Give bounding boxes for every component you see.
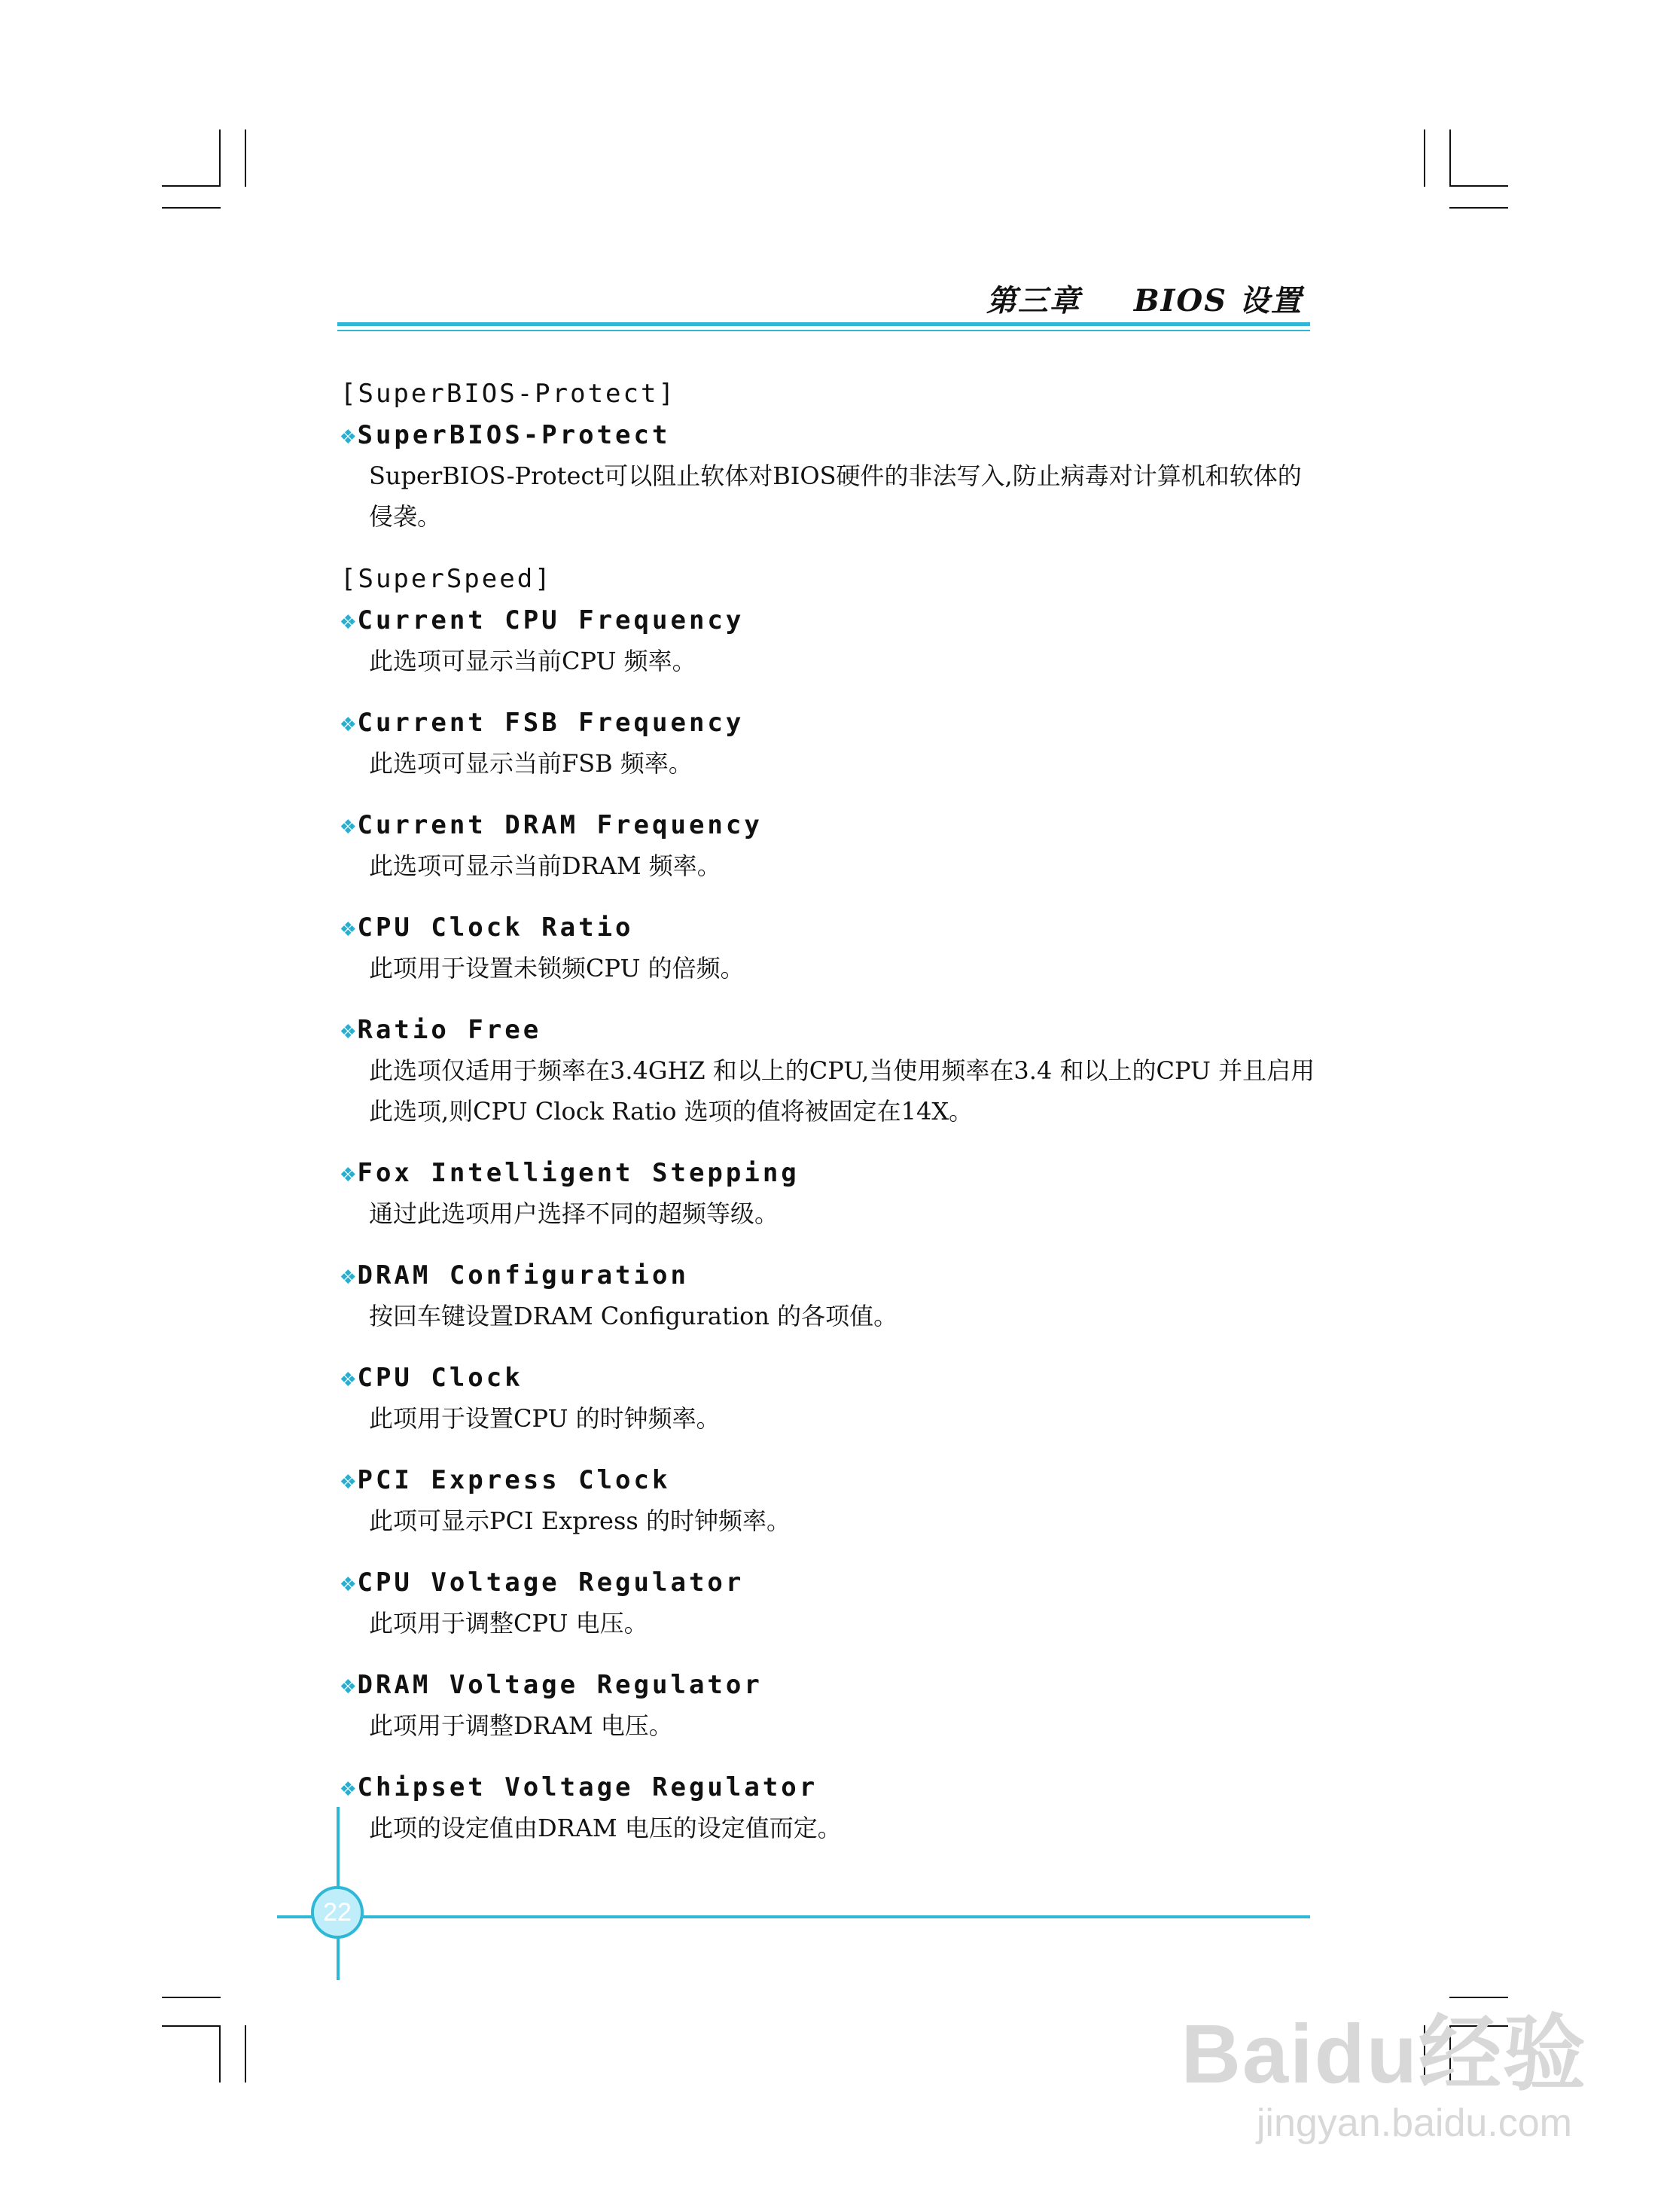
page-number: 22 bbox=[311, 1886, 364, 1939]
option-item bbox=[340, 600, 1319, 681]
diamond-bullet-icon: ❖ bbox=[340, 1465, 356, 1495]
crop-mark bbox=[1424, 129, 1425, 187]
option-description: 通过此选项用户选择不同的超频等级。 bbox=[369, 1199, 779, 1228]
option-item bbox=[340, 1460, 1319, 1541]
option-description: SuperBIOS-Protect可以阻止软体对BIOS硬件的非法写入,防止病毒对计算机和软体的侵袭。 bbox=[369, 462, 1302, 531]
diamond-bullet-icon: ❖ bbox=[340, 913, 356, 943]
option-title: ❖Chipset Voltage Regulator bbox=[340, 1772, 818, 1802]
crop-mark bbox=[1449, 185, 1508, 187]
option-item bbox=[340, 1357, 1319, 1439]
option-title: ❖Current FSB Frequency bbox=[340, 708, 745, 738]
option-title: ❖SuperBIOS-Protect bbox=[340, 420, 671, 450]
option-title: ❖CPU Clock Ratio bbox=[340, 913, 634, 943]
option-description: 此选项仅适用于频率在3.4GHZ 和以上的CPU,当使用频率在3.4 和以上的CPU 并且启用此选项,则CPU Clock Ratio 选项的值将被固定在14X。 bbox=[369, 1056, 1315, 1126]
option-title: ❖DRAM Voltage Regulator bbox=[340, 1670, 763, 1700]
option-description: 此项的设定值由DRAM 电压的设定值而定。 bbox=[369, 1814, 842, 1842]
option-item bbox=[340, 1255, 1319, 1336]
option-item bbox=[340, 1153, 1319, 1234]
crop-mark bbox=[1449, 207, 1508, 209]
option-item bbox=[340, 1010, 1319, 1132]
diamond-bullet-icon: ❖ bbox=[340, 605, 356, 635]
diamond-bullet-icon: ❖ bbox=[340, 708, 356, 738]
crop-mark bbox=[162, 2025, 221, 2027]
crop-mark bbox=[1449, 129, 1451, 187]
diamond-bullet-icon: ❖ bbox=[340, 810, 356, 840]
crop-mark bbox=[245, 2025, 246, 2083]
option-title: ❖PCI Express Clock bbox=[340, 1465, 671, 1495]
watermark-brand: Baidu经验 bbox=[1181, 2008, 1587, 2101]
option-description: 此项用于设置CPU 的时钟频率。 bbox=[369, 1404, 721, 1433]
option-title: ❖Current DRAM Frequency bbox=[340, 810, 763, 840]
option-title: ❖Fox Intelligent Stepping bbox=[340, 1158, 800, 1188]
diamond-bullet-icon: ❖ bbox=[340, 1260, 356, 1290]
option-title: ❖Current CPU Frequency bbox=[340, 605, 745, 635]
option-description: 此选项可显示当前DRAM 频率。 bbox=[369, 852, 721, 880]
option-description: 按回车键设置DRAM Configuration 的各项值。 bbox=[369, 1302, 898, 1330]
option-title: ❖CPU Clock bbox=[340, 1363, 523, 1393]
option-description: 此项用于调整DRAM 电压。 bbox=[369, 1711, 673, 1740]
option-description: 此项用于调整CPU 电压。 bbox=[369, 1609, 648, 1638]
option-title: ❖DRAM Configuration bbox=[340, 1260, 689, 1290]
crop-mark bbox=[219, 129, 221, 187]
crop-mark bbox=[162, 207, 221, 209]
chapter-label: 第三章 bbox=[986, 283, 1081, 318]
diamond-bullet-icon: ❖ bbox=[340, 1363, 356, 1393]
option-item bbox=[340, 907, 1319, 989]
option-description: 此项可显示PCI Express 的时钟频率。 bbox=[369, 1507, 791, 1535]
option-item bbox=[340, 702, 1319, 784]
option-description: 此项用于设置未锁频CPU 的倍频。 bbox=[369, 954, 745, 983]
diamond-bullet-icon: ❖ bbox=[340, 1670, 356, 1700]
diamond-bullet-icon: ❖ bbox=[340, 1568, 356, 1598]
option-description: 此选项可显示当前CPU 频率。 bbox=[369, 647, 696, 675]
diamond-bullet-icon: ❖ bbox=[340, 1158, 356, 1188]
section-title: [SuperSpeed] bbox=[340, 564, 553, 594]
option-description: 此选项可显示当前FSB 频率。 bbox=[369, 749, 693, 778]
diamond-bullet-icon: ❖ bbox=[340, 420, 356, 450]
chapter-title: BIOS 设置 bbox=[1133, 283, 1303, 318]
option-item bbox=[340, 805, 1319, 886]
footer-rule bbox=[277, 1915, 1310, 1918]
watermark-url: jingyan.baidu.com bbox=[1256, 2101, 1572, 2145]
option-item bbox=[340, 415, 1319, 537]
option-title: ❖CPU Voltage Regulator bbox=[340, 1568, 745, 1598]
crop-mark bbox=[162, 1997, 221, 1998]
crop-mark bbox=[245, 129, 246, 187]
crop-mark bbox=[219, 2025, 221, 2083]
diamond-bullet-icon: ❖ bbox=[340, 1015, 356, 1045]
chapter-header bbox=[986, 277, 1303, 320]
section-title: [SuperBIOS-Protect] bbox=[340, 379, 676, 409]
option-title: ❖Ratio Free bbox=[340, 1015, 542, 1045]
diamond-bullet-icon: ❖ bbox=[340, 1772, 356, 1802]
option-item bbox=[340, 1562, 1319, 1644]
header-rule-thin bbox=[337, 330, 1310, 331]
crop-mark bbox=[162, 185, 221, 187]
option-item bbox=[340, 1767, 1319, 1848]
page-content bbox=[340, 373, 1319, 1869]
option-item bbox=[340, 1665, 1319, 1746]
header-rule bbox=[337, 322, 1310, 326]
